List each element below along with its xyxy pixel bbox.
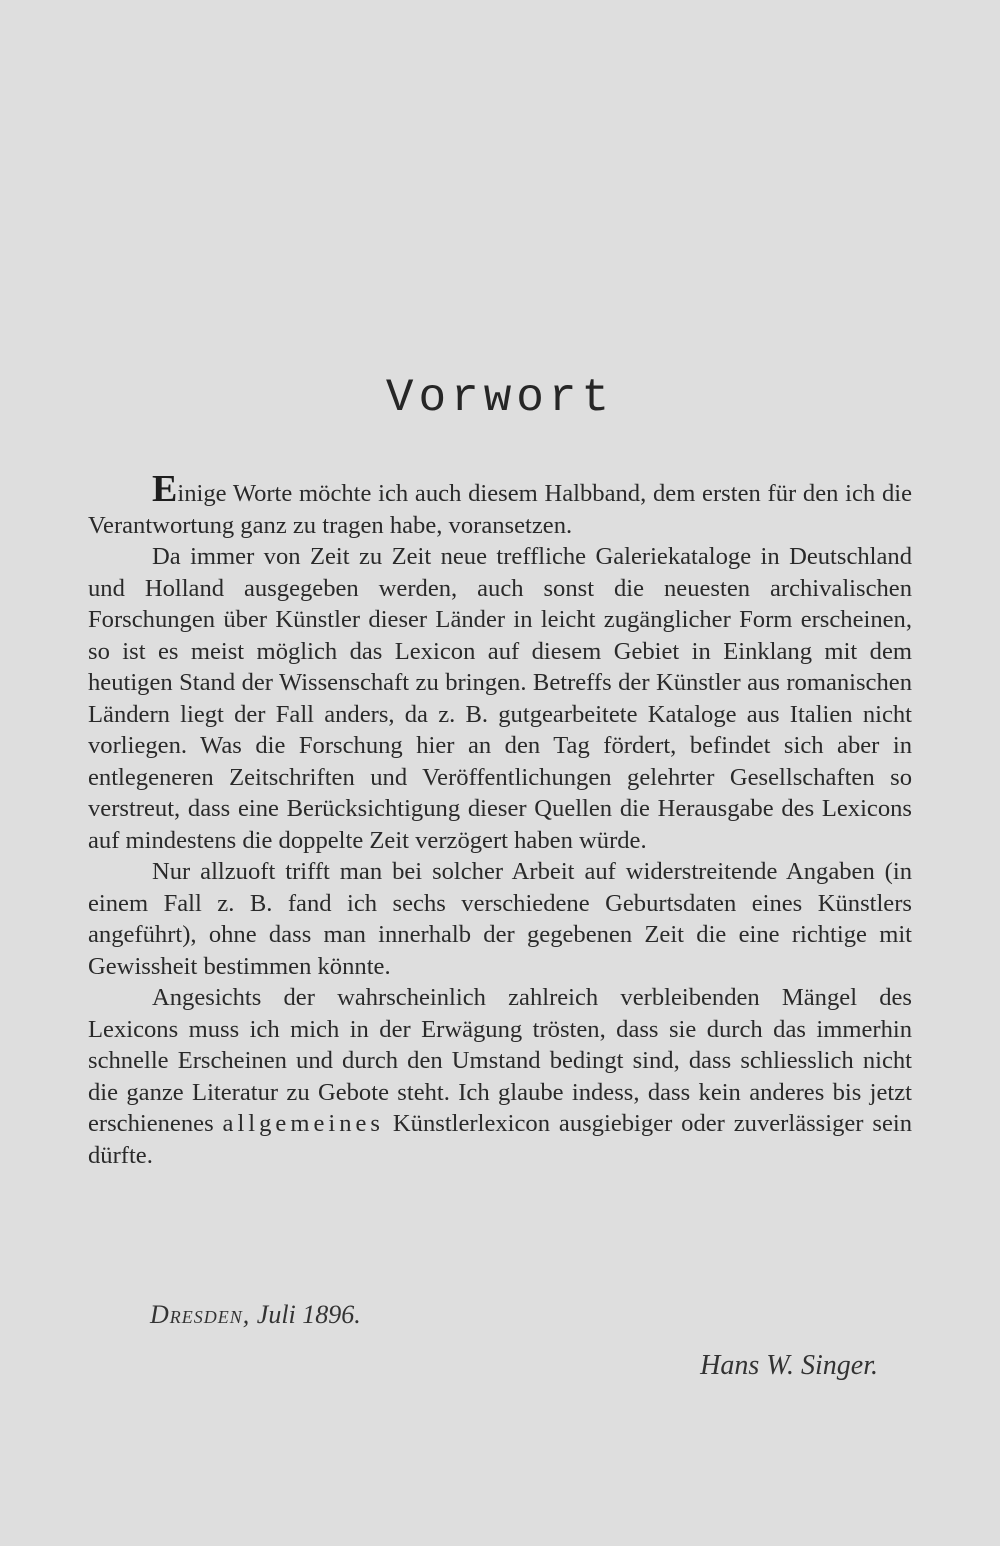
emphasized-word: allgemeines: [222, 1110, 385, 1137]
place: Dresden,: [150, 1300, 251, 1329]
author-signature: Hans W. Singer.: [700, 1350, 878, 1381]
paragraph-4-text-end: Künstlerlexicon ausgiebiger oder zuverlässiger sein dürfte.: [88, 1110, 912, 1169]
initial-letter: E: [152, 468, 178, 510]
paragraph-2: Da immer von Zeit zu Zeit neue treffliche Galeriekataloge in Deutschland und Holland ausgegeben werden, auch sonst die neuesten archivalischen Forschungen über Künstler dieser Länder in leicht zugänglicher Form erscheinen, so ist es meist möglich das Lexicon auf diesem Gebiet in Einklang mit dem heutigen Stand der Wissenschaft zu bringen. Betreffs der Künstler aus romanischen Ländern liegt der Fall anders, da z. B. gutgearbeitete Kataloge aus Italien nicht vorliegen. Was die Forschung hier an den Tag fördert, befindet sich aber in entlegeneren Zeitschriften und Veröffentlichungen gelehrter Gesellschaften so verstreut, dass eine Berücksichtigung dieser Quellen die Herausgabe des Lexicons auf mindestens die doppelte Zeit verzögert haben würde.: [88, 543, 912, 854]
paragraph-3: Nur allzuoft trifft man bei solcher Arbeit auf widerstreitende Angaben (in einem Fall z. B. fand ich sechs verschiedene Geburtsdaten eines Künstlers angeführt), ohne dass man innerhalb der gegebenen Zeit die eine richtige mit Gewissheit bestimmen könnte.: [88, 858, 912, 980]
paragraph-4: [88, 982, 912, 1171]
paragraph-1-text: inige Worte möchte ich auch diesem Halbband, dem ersten für den ich die Verantwortung ganz zu tragen habe, voransetzen.: [88, 480, 912, 539]
paragraph-1: [88, 468, 912, 541]
page-title: Vorwort: [385, 372, 615, 424]
paragraph-4-text: Angesichts der wahrscheinlich zahlreich verbleibenden Mängel des Lexicons muss ich mich in der Erwägung trösten, dass sie durch das immerhin schnelle Erscheinen und durch den Umstand bedingt sind, dass schliesslich nicht die ganze Literatur zu Gebote steht. Ich glaube indess, dass kein anderes bis jetzt erschienenes: [88, 984, 912, 1137]
date: Juli 1896.: [256, 1300, 361, 1329]
place-and-date: [150, 1300, 361, 1330]
preface-body: [88, 468, 912, 1171]
